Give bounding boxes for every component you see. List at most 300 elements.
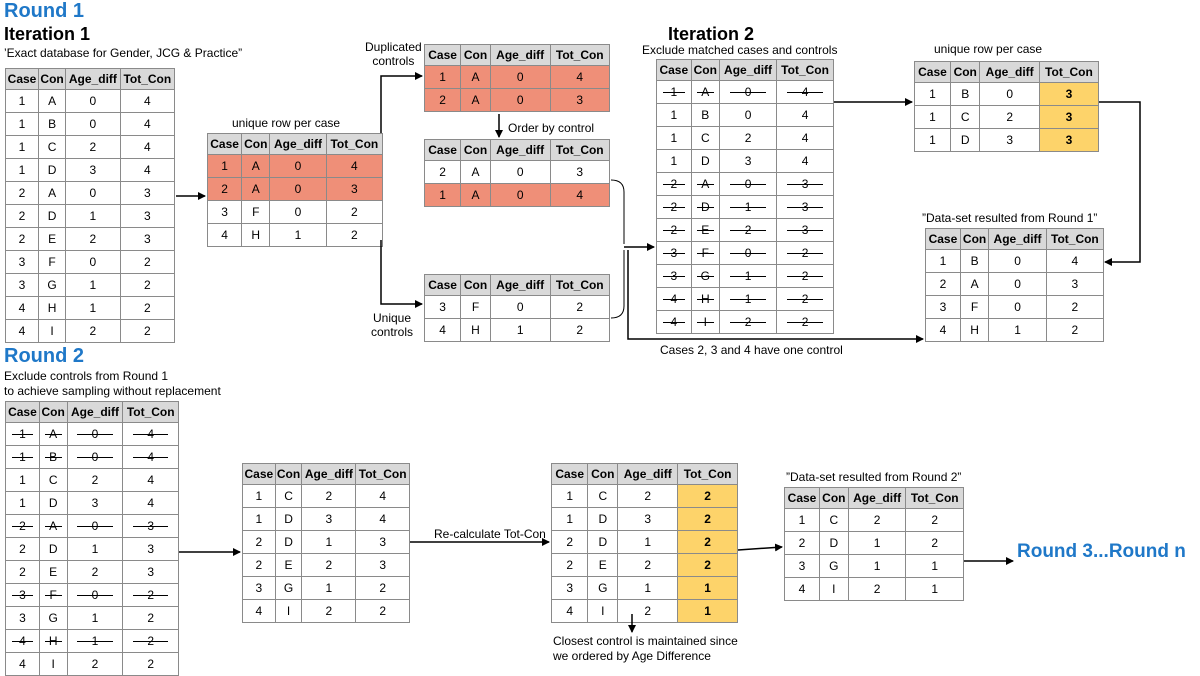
- column-header: Case: [552, 464, 588, 485]
- table-cell: 3: [926, 296, 961, 319]
- column-header: Con: [691, 60, 719, 81]
- column-header: Case: [926, 229, 961, 250]
- column-header: Con: [39, 69, 66, 90]
- table-cell: 2: [326, 224, 382, 247]
- table-cell: A: [242, 178, 270, 201]
- table-cell: 1: [719, 196, 776, 219]
- table-cell: 3: [120, 182, 174, 205]
- table-cell: 2: [243, 531, 276, 554]
- table-cell: 0: [270, 178, 326, 201]
- table-cell: 3: [123, 561, 179, 584]
- table-cell: 1: [657, 81, 692, 104]
- table-cell: 4: [550, 184, 609, 207]
- table-cell: 2: [66, 136, 121, 159]
- table-cell: 1: [67, 607, 123, 630]
- column-header: Case: [425, 45, 461, 66]
- table-cell: 2: [208, 178, 242, 201]
- table-cell: G: [39, 274, 66, 297]
- table-cell: A: [461, 66, 491, 89]
- table-cell: G: [691, 265, 719, 288]
- table-cell: 3: [719, 150, 776, 173]
- column-header: Tot_Con: [356, 464, 410, 485]
- table-cell: 4: [208, 224, 242, 247]
- table-cell: 2: [6, 228, 39, 251]
- column-header: Tot_Con: [550, 140, 609, 161]
- table-cell: 2: [657, 219, 692, 242]
- table-cell: 4: [243, 600, 276, 623]
- table-cell: 1: [678, 577, 738, 600]
- table-cell: 4: [123, 446, 179, 469]
- table-cell: E: [691, 219, 719, 242]
- table-cell: D: [691, 150, 719, 173]
- table-cell: 3: [208, 201, 242, 224]
- table-cell: 0: [989, 273, 1046, 296]
- table-cell: 1: [552, 485, 588, 508]
- table-cell: 1: [425, 66, 461, 89]
- table-cell: 2: [785, 532, 820, 555]
- table-cell: 2: [906, 509, 964, 532]
- table-cell: 2: [657, 173, 692, 196]
- table-cell: 2: [618, 600, 678, 623]
- table-cell: 2: [356, 600, 410, 623]
- table-cell: 4: [326, 155, 382, 178]
- table-cell: 1: [66, 274, 121, 297]
- table-cell: 2: [302, 485, 356, 508]
- table-cell: 1: [302, 577, 356, 600]
- table-cell: 2: [678, 531, 738, 554]
- table-cell: 1: [270, 224, 326, 247]
- table-cell: 3: [550, 161, 609, 184]
- table-cell: 2: [550, 296, 609, 319]
- table-cell: 1: [678, 600, 738, 623]
- arrow-to-unique-controls: [381, 240, 422, 304]
- table-cell: 1: [6, 136, 39, 159]
- table-cell: 4: [1046, 250, 1103, 273]
- table-cell: 0: [980, 83, 1039, 106]
- table-cell: D: [39, 159, 66, 182]
- table-cell: 0: [67, 584, 123, 607]
- table-cell: 3: [302, 508, 356, 531]
- table-cell: 1: [6, 159, 39, 182]
- table-cell: H: [242, 224, 270, 247]
- table-cell: 2: [67, 561, 123, 584]
- table-cell: I: [275, 600, 302, 623]
- table-cell: D: [275, 531, 302, 554]
- table-cell: 0: [67, 515, 123, 538]
- table-cell: 1: [915, 129, 951, 152]
- iteration2-subtitle: Exclude matched cases and controls: [642, 43, 838, 57]
- column-header: Age_diff: [490, 275, 550, 296]
- table-cell: 2: [120, 274, 174, 297]
- table-cell: F: [242, 201, 270, 224]
- closest-control-label: Closest control is maintained since we ordered by Age Difference: [553, 634, 738, 663]
- table-cell: 2: [678, 485, 738, 508]
- column-header: Case: [243, 464, 276, 485]
- table-cell: 2: [552, 554, 588, 577]
- column-header: Age_diff: [67, 402, 123, 423]
- table-cell: A: [461, 184, 491, 207]
- table-cell: D: [39, 538, 67, 561]
- table-cell: 1: [425, 184, 461, 207]
- table-cell: 2: [719, 219, 776, 242]
- table-cell: 1: [906, 555, 964, 578]
- table-cell: 1: [302, 531, 356, 554]
- table-cell: 3: [550, 89, 609, 112]
- arrow-to-round1-result: [1099, 102, 1140, 262]
- column-header: Case: [915, 62, 951, 83]
- table-cell: 2: [906, 532, 964, 555]
- table-cell: C: [950, 106, 979, 129]
- iteration2-unique-label: unique row per case: [934, 42, 1043, 56]
- table-cell: 0: [719, 242, 776, 265]
- table-cell: A: [242, 155, 270, 178]
- table-cell: 2: [123, 607, 179, 630]
- table-cell: A: [960, 273, 989, 296]
- table-cell: 4: [777, 104, 834, 127]
- table-cell: F: [960, 296, 989, 319]
- table-cell: 4: [657, 311, 692, 334]
- table-cell: 1: [66, 205, 121, 228]
- table-cell: F: [461, 296, 491, 319]
- iteration1-subtitle: ’Exact database for Gender, JCG & Practice”: [4, 46, 243, 60]
- bracket-unique: [611, 250, 624, 318]
- table-cell: 1: [657, 127, 692, 150]
- table-cell: 4: [123, 492, 179, 515]
- table-cell: 1: [719, 288, 776, 311]
- column-header: Case: [208, 134, 242, 155]
- table-cell: 2: [6, 182, 39, 205]
- table-cell: A: [39, 515, 67, 538]
- column-header: Con: [39, 402, 67, 423]
- table-cell: 1: [490, 319, 550, 342]
- table-cell: 3: [6, 251, 39, 274]
- table-cell: 1: [618, 577, 678, 600]
- table-cell: I: [39, 653, 67, 676]
- column-header: Tot_Con: [1039, 62, 1098, 83]
- table-cell: 2: [66, 228, 121, 251]
- iteration2-title: Iteration 2: [668, 24, 755, 44]
- table-cell: 1: [552, 508, 588, 531]
- table-cell: G: [820, 555, 849, 578]
- round1-result-label: ”Data-set resulted from Round 1”: [922, 211, 1098, 225]
- table-cell: 0: [989, 250, 1046, 273]
- arrow-to-round2-result: [738, 547, 782, 550]
- table-cell: 3: [980, 129, 1039, 152]
- table-cell: 2: [719, 127, 776, 150]
- table-cell: 4: [777, 81, 834, 104]
- column-header: Age_diff: [989, 229, 1046, 250]
- table-cell: G: [588, 577, 618, 600]
- table-cell: 1: [6, 113, 39, 136]
- table-cell: 2: [120, 320, 174, 343]
- table-cell: H: [691, 288, 719, 311]
- table-cell: 2: [425, 89, 461, 112]
- table-cell: B: [39, 113, 66, 136]
- column-header: Con: [461, 140, 491, 161]
- unique-row-label: unique row per case: [232, 116, 341, 130]
- table-cell: A: [39, 90, 66, 113]
- table-cell: 1: [67, 538, 123, 561]
- column-header: Con: [461, 275, 491, 296]
- table-cell: 4: [6, 320, 39, 343]
- table-cell: 1: [915, 106, 951, 129]
- arrow-cases-one-control: [628, 250, 923, 339]
- table-cell: D: [588, 508, 618, 531]
- table-cell: 3: [6, 607, 40, 630]
- table-cell: 4: [120, 136, 174, 159]
- table-cell: D: [950, 129, 979, 152]
- table-cell: 4: [777, 127, 834, 150]
- column-header: Con: [275, 464, 302, 485]
- table-cell: 0: [490, 184, 550, 207]
- table-cell: 2: [777, 265, 834, 288]
- bracket-ordered: [611, 180, 624, 244]
- table-cell: 1: [6, 446, 40, 469]
- table-cell: 0: [719, 81, 776, 104]
- table-cell: 3: [618, 508, 678, 531]
- table-cell: 2: [243, 554, 276, 577]
- column-header: Tot_Con: [678, 464, 738, 485]
- column-header: Case: [425, 275, 461, 296]
- table-cell: 3: [6, 274, 39, 297]
- column-header: Tot_Con: [550, 275, 609, 296]
- column-header: Case: [6, 69, 39, 90]
- table-cell: 1: [67, 630, 123, 653]
- column-header: Tot_Con: [123, 402, 179, 423]
- table-cell: 2: [777, 288, 834, 311]
- table-cell: B: [691, 104, 719, 127]
- table-cell: 4: [120, 90, 174, 113]
- table-cell: 2: [1046, 296, 1103, 319]
- table-cell: 1: [989, 319, 1046, 342]
- table-cell: 2: [120, 251, 174, 274]
- table-cell: 3: [123, 538, 179, 561]
- table-cell: 4: [777, 150, 834, 173]
- table-cell: 0: [67, 446, 123, 469]
- table-cell: 2: [66, 320, 121, 343]
- table-cell: A: [461, 89, 491, 112]
- table-cell: 1: [657, 150, 692, 173]
- table-cell: 1: [6, 469, 40, 492]
- table-cell: 2: [302, 554, 356, 577]
- duplicated-controls-label: Duplicated controls: [365, 40, 422, 68]
- column-header: Age_diff: [848, 488, 906, 509]
- table-cell: 4: [657, 288, 692, 311]
- table-cell: 0: [490, 161, 550, 184]
- column-header: Tot_Con: [326, 134, 382, 155]
- table-cell: A: [461, 161, 491, 184]
- table-cell: 3: [120, 205, 174, 228]
- table-cell: F: [691, 242, 719, 265]
- column-header: Case: [785, 488, 820, 509]
- column-header: Age_diff: [490, 45, 550, 66]
- table-cell: 3: [1046, 273, 1103, 296]
- table-cell: 4: [6, 297, 39, 320]
- table-cell: 2: [719, 311, 776, 334]
- table-cell: 3: [1039, 83, 1098, 106]
- table-cell: D: [588, 531, 618, 554]
- table-cell: 3: [67, 492, 123, 515]
- column-header: Con: [242, 134, 270, 155]
- table-cell: 2: [618, 554, 678, 577]
- iteration1-title: Iteration 1: [4, 24, 91, 44]
- table-cell: 1: [208, 155, 242, 178]
- table-cell: 2: [123, 653, 179, 676]
- table-cell: 0: [66, 113, 121, 136]
- table-cell: 3: [552, 577, 588, 600]
- table-cell: 2: [120, 297, 174, 320]
- table-cell: 2: [6, 205, 39, 228]
- table-cell: 3: [657, 265, 692, 288]
- table-cell: 3: [6, 584, 40, 607]
- table-cell: 2: [67, 653, 123, 676]
- table-cell: E: [275, 554, 302, 577]
- table-cell: 2: [777, 242, 834, 265]
- column-header: Age_diff: [270, 134, 326, 155]
- table-cell: A: [691, 173, 719, 196]
- table-cell: 1: [785, 509, 820, 532]
- table-cell: H: [461, 319, 491, 342]
- round2-result-label: ”Data-set resulted from Round 2”: [786, 470, 962, 484]
- table-cell: 2: [1046, 319, 1103, 342]
- column-header: Case: [425, 140, 461, 161]
- table-cell: 2: [678, 508, 738, 531]
- table-cell: 2: [777, 311, 834, 334]
- column-header: Con: [820, 488, 849, 509]
- column-header: Tot_Con: [550, 45, 609, 66]
- table-cell: 3: [120, 228, 174, 251]
- table-cell: 4: [6, 653, 40, 676]
- column-header: Con: [461, 45, 491, 66]
- table-cell: D: [691, 196, 719, 219]
- table-cell: 2: [926, 273, 961, 296]
- table-cell: 0: [490, 296, 550, 319]
- table-cell: 1: [719, 265, 776, 288]
- table-cell: 2: [425, 161, 461, 184]
- table-cell: 4: [550, 66, 609, 89]
- column-header: Age_diff: [490, 140, 550, 161]
- table-cell: 1: [915, 83, 951, 106]
- table-cell: 3: [66, 159, 121, 182]
- table-cell: 2: [326, 201, 382, 224]
- table-cell: 1: [926, 250, 961, 273]
- table-cell: 1: [657, 104, 692, 127]
- table-cell: 4: [123, 469, 179, 492]
- table-cell: 1: [848, 555, 906, 578]
- table-cell: 4: [552, 600, 588, 623]
- table-cell: 4: [120, 159, 174, 182]
- column-header: Tot_Con: [906, 488, 964, 509]
- table-cell: 2: [678, 554, 738, 577]
- table-cell: 1: [6, 423, 40, 446]
- arrow-to-duplicated: [381, 76, 422, 133]
- table-cell: 1: [848, 532, 906, 555]
- table-cell: E: [588, 554, 618, 577]
- table-cell: 3: [777, 173, 834, 196]
- table-cell: 2: [848, 578, 906, 601]
- table-cell: F: [39, 251, 66, 274]
- table-cell: 0: [490, 66, 550, 89]
- table-cell: D: [275, 508, 302, 531]
- table-cell: 3: [425, 296, 461, 319]
- table-cell: 1: [906, 578, 964, 601]
- table-cell: I: [588, 600, 618, 623]
- column-header: Tot_Con: [777, 60, 834, 81]
- table-cell: I: [691, 311, 719, 334]
- column-header: Age_diff: [980, 62, 1039, 83]
- unique-controls-label: Unique controls: [371, 311, 414, 339]
- column-header: Con: [960, 229, 989, 250]
- table-cell: 1: [66, 297, 121, 320]
- table-cell: 2: [123, 584, 179, 607]
- table-cell: 3: [777, 196, 834, 219]
- table-cell: A: [39, 423, 67, 446]
- table-cell: 0: [67, 423, 123, 446]
- table-cell: 0: [719, 173, 776, 196]
- table-cell: I: [39, 320, 66, 343]
- table-cell: 3: [785, 555, 820, 578]
- table-cell: B: [950, 83, 979, 106]
- table-cell: D: [820, 532, 849, 555]
- round1-title: Round 1: [4, 0, 84, 22]
- table-cell: H: [39, 630, 67, 653]
- table-cell: 0: [66, 182, 121, 205]
- table-cell: I: [820, 578, 849, 601]
- table-cell: 2: [552, 531, 588, 554]
- table-cell: C: [588, 485, 618, 508]
- table-cell: 1: [6, 492, 40, 515]
- table-cell: 4: [926, 319, 961, 342]
- table-cell: 3: [123, 515, 179, 538]
- table-cell: 3: [1039, 129, 1098, 152]
- table-cell: 0: [270, 155, 326, 178]
- table-cell: 0: [719, 104, 776, 127]
- table-cell: 1: [618, 531, 678, 554]
- cases-one-control-label: Cases 2, 3 and 4 have one control: [660, 343, 843, 357]
- table-cell: 3: [777, 219, 834, 242]
- table-cell: 1: [243, 508, 276, 531]
- table-cell: 0: [66, 90, 121, 113]
- table-cell: 3: [326, 178, 382, 201]
- table-cell: 2: [550, 319, 609, 342]
- table-cell: 2: [6, 561, 40, 584]
- table-cell: 2: [980, 106, 1039, 129]
- column-header: Con: [950, 62, 979, 83]
- table-cell: 3: [657, 242, 692, 265]
- table-cell: D: [39, 205, 66, 228]
- table-cell: 3: [356, 554, 410, 577]
- column-header: Age_diff: [302, 464, 356, 485]
- round3-label: Round 3...Round n: [1017, 541, 1186, 562]
- column-header: Case: [657, 60, 692, 81]
- column-header: Case: [6, 402, 40, 423]
- column-header: Tot_Con: [1046, 229, 1103, 250]
- table-cell: 1: [6, 90, 39, 113]
- table-cell: C: [691, 127, 719, 150]
- table-cell: 0: [66, 251, 121, 274]
- round2-subtitle: Exclude controls from Round 1 to achieve sampling without replacement: [4, 369, 221, 398]
- table-cell: E: [39, 561, 67, 584]
- table-cell: G: [39, 607, 67, 630]
- table-cell: 0: [490, 89, 550, 112]
- table-cell: C: [39, 469, 67, 492]
- column-header: Con: [588, 464, 618, 485]
- table-cell: 3: [243, 577, 276, 600]
- table-cell: 2: [67, 469, 123, 492]
- table-cell: B: [39, 446, 67, 469]
- table-cell: 0: [270, 201, 326, 224]
- table-cell: 4: [120, 113, 174, 136]
